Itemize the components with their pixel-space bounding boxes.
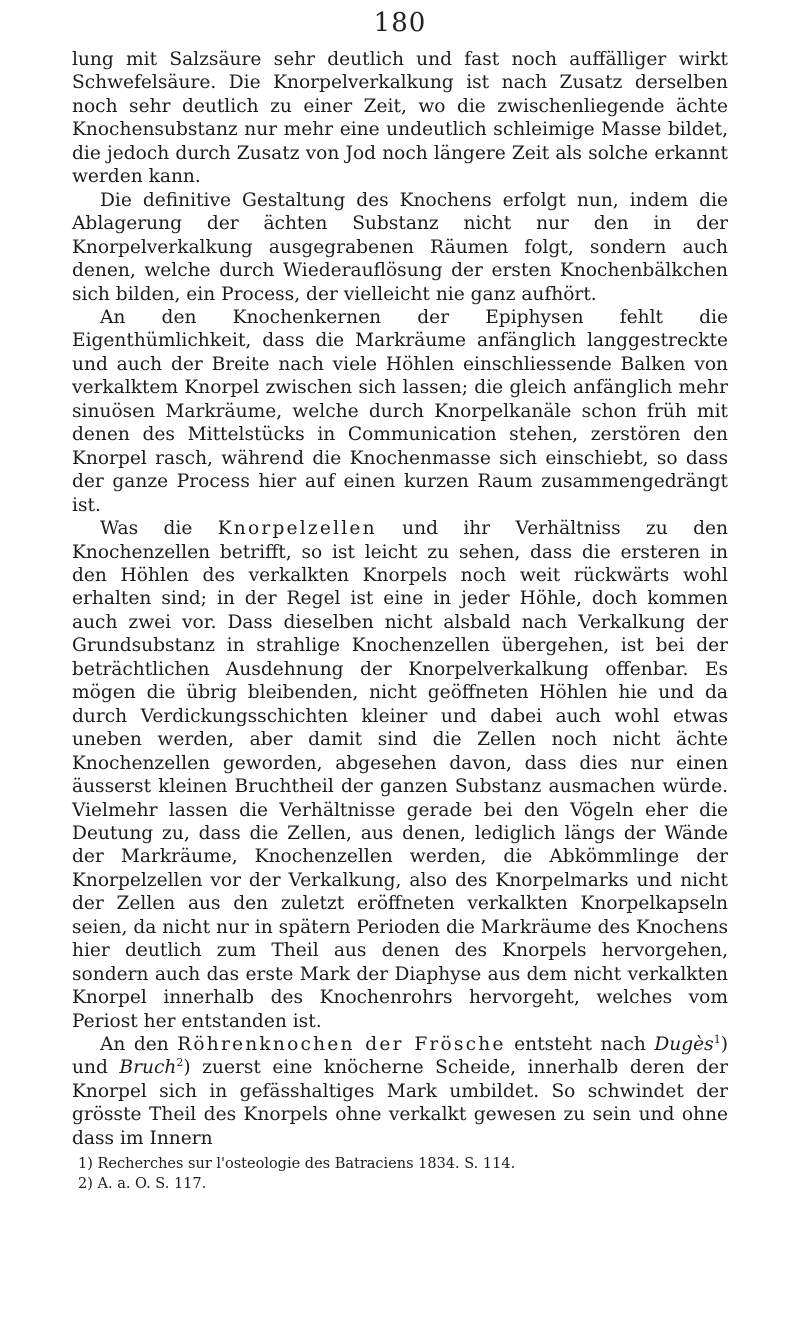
- footnote-1-text: Recherches sur l'osteologie des Batraciens 1834. S. 114.: [97, 1156, 516, 1173]
- footnote-2-mark: 2): [78, 1176, 93, 1193]
- footnotes: [72, 1154, 728, 1194]
- paragraph-5-lead: An den: [100, 1034, 169, 1056]
- paragraph-3: An den Knochenkernen der Epiphysen fehlt die Eigenthümlichkeit, dass die Markräume anfänglich langgestreckte und auch der Breite nach viele Höhlen einschliessende Balken von verkalktem Knorpel zwischen sich lassen; die gleich anfänglich mehr sinuösen Markräume, welche durch Knorpelkanäle schon früh mit denen des Mittelstücks in Communication stehen, zerstören den Knorpel rasch, während die Knochenmasse sich einschiebt, so dass der ganze Process hier auf einen kurzen Raum zusammengedrängt ist.: [72, 306, 728, 516]
- paragraph-4-lead: Was die: [100, 518, 193, 540]
- footnote-2-text: A. a. O. S. 117.: [97, 1176, 207, 1193]
- paragraph-5-mid-2: und: [72, 1057, 108, 1079]
- paragraph-5-mid-1: entsteht nach: [514, 1034, 646, 1056]
- author-bruch: Bruch: [119, 1057, 177, 1079]
- page-number: 180: [373, 8, 427, 38]
- footnote-1: [72, 1154, 728, 1174]
- footnote-ref-1[interactable]: 1: [713, 1032, 721, 1046]
- paragraph-4: [72, 517, 728, 1033]
- paragraph-2: Die definitive Gestaltung des Knochens erfolgt nun, indem die Ablagerung der ächten Substanz nicht nur den in der Knorpelverkalkung ausgegrabenen Räumen folgt, sondern auch denen, welche durch Wiederauflösung der ersten Knochenbälkchen sich bilden, ein Process, der vielleicht nie ganz aufhört.: [72, 189, 728, 305]
- author-duges: Dugès: [654, 1034, 714, 1056]
- emphasis-roehrenknochen: Röhrenknochen der Frösche: [177, 1034, 506, 1056]
- footnote-1-mark: 1): [78, 1156, 93, 1173]
- paragraph-5: An den Röhrenknochen der Frösche entsteht nach Dugès$^1$) und Bruch$^2$) zuerst eine knöcherne Scheide, innerhalb deren der Knorpel sich in gefässhaltiges Mark umbildet. So schwindet der grösste Theil des Knorpels ohne verkalkt gewesen zu sein und ohne dass im Innern: [72, 1032, 728, 1149]
- paragraph-4-text: und ihr Verhältniss zu den Knochenzellen betrifft, so ist leicht zu sehen, dass die ersteren in den Höhlen des verkalkten Knorpels noch weit rückwärts wohl erhalten sind; in der Regel ist eine in jeder Höhle, doch kommen auch zwei vor. Dass dieselben nicht alsbald nach Verkalkung der Grundsubstanz in strahlige Knochenzellen übergehen, ist bei der beträchtlichen Ausdehnung der Knorpelverkalkung offenbar. Es mögen die übrig bleibenden, nicht geöffneten Höhlen hie und da durch Verdickungsschichten kleiner und dabei auch wohl etwas uneben werden, aber damit sind die Zellen noch nicht ächte Knochenzellen geworden, abgesehen davon, dass dies nur einen äusserst kleinen Bruchtheil der ganzen Substanz ausmachen würde. Vielmehr lassen die Verhältnisse gerade bei den Vögeln eher die Deutung zu, dass die Zellen, aus denen, lediglich längs der Wände der Markräume, Knochenzellen werden, die Abkömmlinge der Knorpelzellen vor der Verkalkung, also des Knorpelmarks und nicht der Zellen aus den zuletzt eröffneten verkalkten Knorpelkapseln seien, da nicht nur in spätern Perioden die Markräume des Knochens hier deutlich zum Theil aus denen des Knorpels hervorgehen, sondern auch das erste Mark der Diaphyse aus dem nicht verkalkten Knorpel innerhalb des Knochenrohrs hervorgeht, welches vom Periost her entstanden ist.: [72, 518, 728, 1032]
- paragraph-1: lung mit Salzsäure sehr deutlich und fast noch auffälliger wirkt Schwefelsäure. Die Knorpelverkalkung ist nach Zusatz derselben noch sehr deutlich zu einer Zeit, wo die zwischenliegende ächte Knochensubstanz nur mehr eine undeutlich schleimige Masse bildet, die jedoch durch Zusatz von Jod noch längere Zeit als solche erkannt werden kann.: [72, 49, 728, 188]
- emphasis-knorpelzellen: Knorpelzellen: [217, 518, 377, 540]
- body-text: [72, 48, 728, 1150]
- footnote-ref-2[interactable]: 2: [176, 1056, 184, 1070]
- paragraph-5-text: zuerst eine knöcherne Scheide, innerhalb deren der Knorpel sich in gefässhaltiges Mark umbildet. So schwindet der grösste Theil des Knorpels ohne verkalkt gewesen zu sein und ohne dass im Innern: [72, 1057, 728, 1149]
- footnote-2: [72, 1174, 728, 1194]
